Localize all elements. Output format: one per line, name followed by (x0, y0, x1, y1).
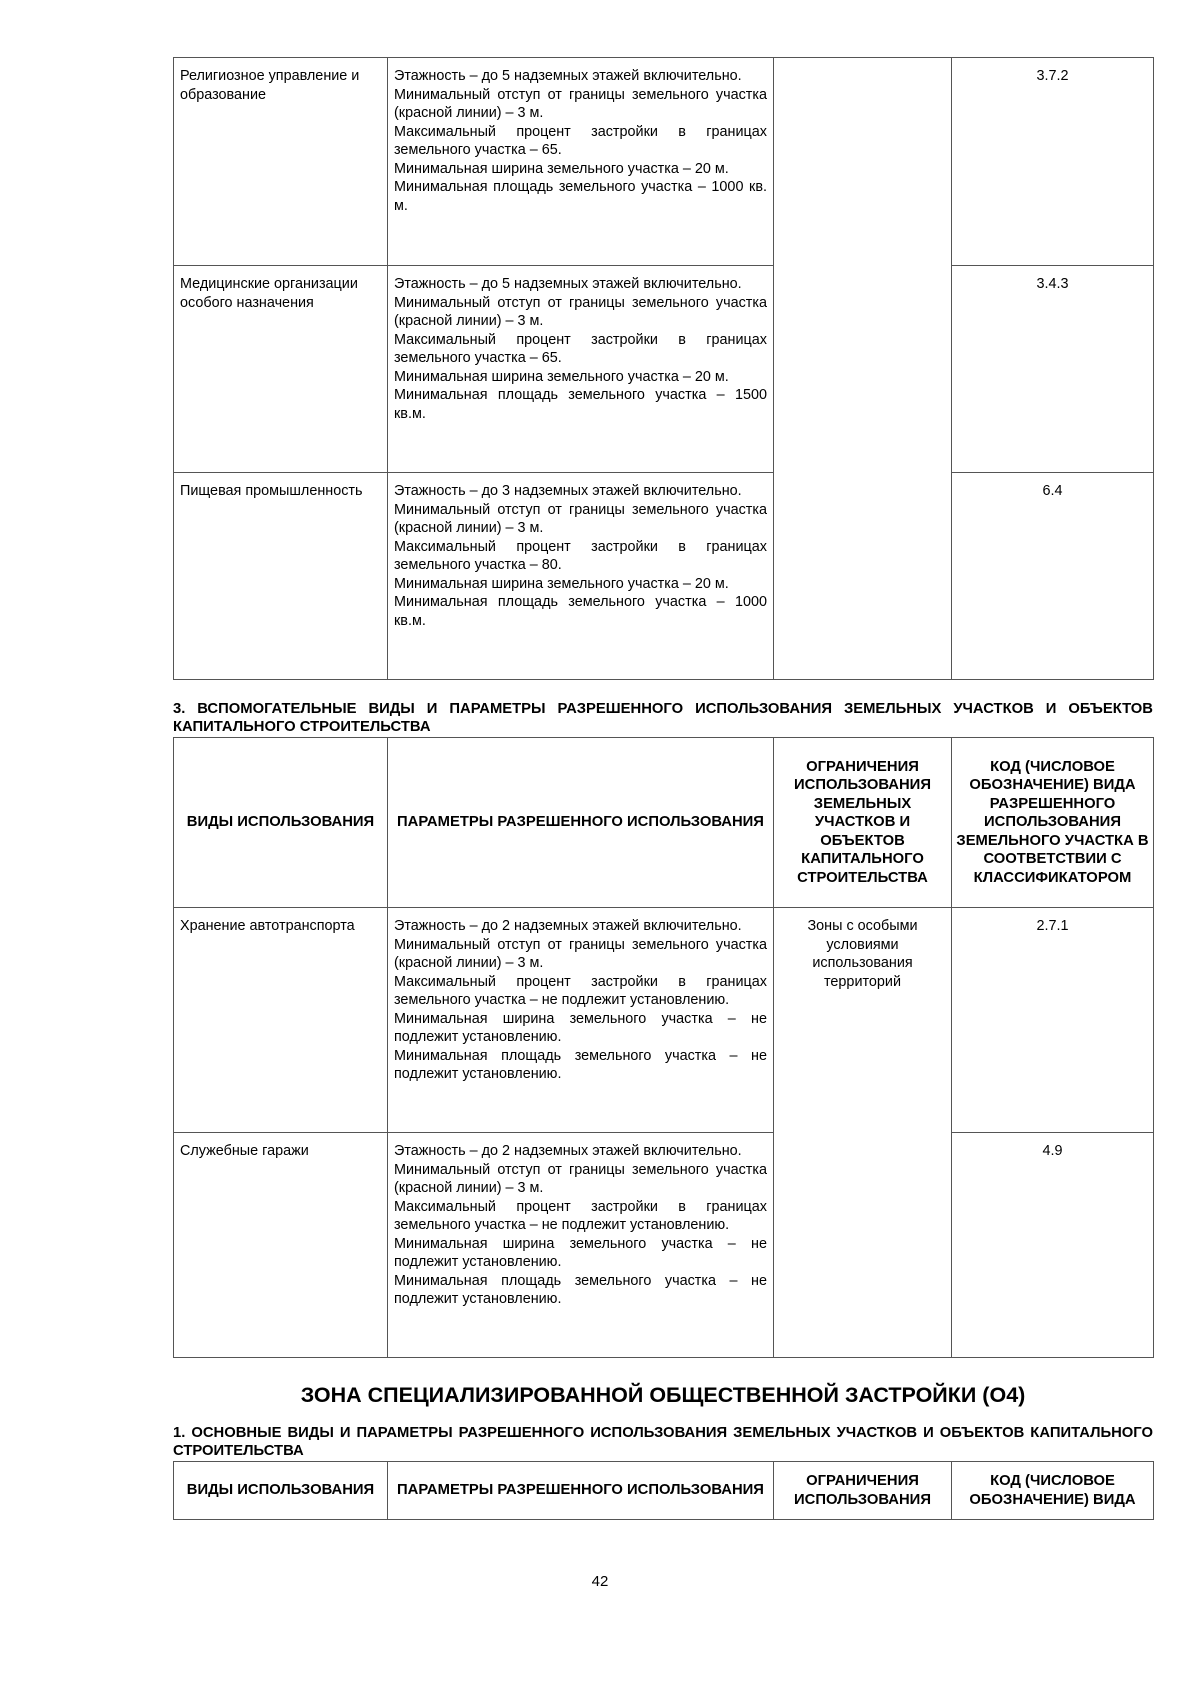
header-restrictions: ОГРАНИЧЕНИЯ ИСПОЛЬЗОВАНИЯ ЗЕМЕЛЬНЫХ УЧАСТКОВ И ОБЪЕКТОВ КАПИТАЛЬНОГО СТРОИТЕЛЬСТВА (774, 738, 952, 908)
table-header-row (174, 1462, 1154, 1520)
params-cell: Этажность – до 5 надземных этажей включительно. Минимальный отступ от границы земельного участка (красной линии) – 3 м. Максимальный процент застройки в границах земельного участка – 65. Минимальная ширина земельного участка – 20 м. Минимальная площадь земельного участка – 1000 кв. м. (388, 58, 774, 266)
code-cell: 3.7.2 (952, 58, 1154, 266)
params-cell: Этажность – до 2 надземных этажей включительно. Минимальный отступ от границы земельного участка (красной линии) – 3 м. Максимальный процент застройки в границах земельного участка – не подлежит установлению. Минимальная ширина земельного участка – не подлежит установлению. Минимальная площадь земельного участка – не подлежит установлению. (388, 1133, 774, 1358)
table-row (174, 266, 1154, 473)
page-number: 42 (591, 1573, 609, 1590)
params-cell: Этажность – до 5 надземных этажей включительно. Минимальный отступ от границы земельного участка (красной линии) – 3 м. Максимальный процент застройки в границах земельного участка – 65. Минимальная ширина земельного участка – 20 м. Минимальная площадь земельного участка – 1500 кв.м. (388, 266, 774, 473)
auxiliary-uses-table (173, 737, 1154, 1358)
table-row (174, 1133, 1154, 1358)
use-type-cell: Медицинские организации особого назначения (174, 266, 388, 473)
table-header-row (174, 738, 1154, 908)
code-cell: 2.7.1 (952, 908, 1154, 1133)
header-params: ПАРАМЕТРЫ РАЗРЕШЕННОГО ИСПОЛЬЗОВАНИЯ (388, 1462, 774, 1520)
use-type-cell: Религиозное управление и образование (174, 58, 388, 266)
header-use: ВИДЫ ИСПОЛЬЗОВАНИЯ (174, 1462, 388, 1520)
params-cell: Этажность – до 2 надземных этажей включительно. Минимальный отступ от границы земельного участка (красной линии) – 3 м. Максимальный процент застройки в границах земельного участка – не подлежит установлению. Минимальная ширина земельного участка – не подлежит установлению. Минимальная площадь земельного участка – не подлежит установлению. (388, 908, 774, 1133)
params-cell: Этажность – до 3 надземных этажей включительно. Минимальный отступ от границы земельного участка (красной линии) – 3 м. Максимальный процент застройки в границах земельного участка – 80. Минимальная ширина земельного участка – 20 м. Минимальная площадь земельного участка – 1000 кв.м. (388, 473, 774, 680)
main-uses-table (173, 1461, 1154, 1520)
section-1-heading: 1. ОСНОВНЫЕ ВИДЫ И ПАРАМЕТРЫ РАЗРЕШЕННОГО ИСПОЛЬЗОВАНИЯ ЗЕМЕЛЬНЫХ УЧАСТКОВ И ОБЪЕКТОВ КАПИТАЛЬНОГО СТРОИТЕЛЬСТВА (173, 1425, 1153, 1459)
table-row (174, 473, 1154, 680)
restrictions-cell: Зоны с особыми условиями использования территорий (774, 908, 952, 1358)
use-type-cell: Пищевая промышленность (174, 473, 388, 680)
zone-title: ЗОНА СПЕЦИАЛИЗИРОВАННОЙ ОБЩЕСТВЕННОЙ ЗАСТРОЙКИ (О4) (300, 1383, 1026, 1407)
section-3-heading: 3. ВСПОМОГАТЕЛЬНЫЕ ВИДЫ И ПАРАМЕТРЫ РАЗРЕШЕННОГО ИСПОЛЬЗОВАНИЯ ЗЕМЕЛЬНЫХ УЧАСТКОВ И ОБЪЕКТОВ КАПИТАЛЬНОГО СТРОИТЕЛЬСТВА (173, 701, 1153, 735)
use-type-cell: Служебные гаражи (174, 1133, 388, 1358)
code-cell: 6.4 (952, 473, 1154, 680)
code-cell: 4.9 (952, 1133, 1154, 1358)
code-cell: 3.4.3 (952, 266, 1154, 473)
table-row (174, 908, 1154, 1133)
restrictions-cell (774, 58, 952, 680)
header-code: КОД (ЧИСЛОВОЕ ОБОЗНАЧЕНИЕ) ВИДА (952, 1462, 1154, 1520)
table-row (174, 58, 1154, 266)
use-type-cell: Хранение автотранспорта (174, 908, 388, 1133)
header-restrictions: ОГРАНИЧЕНИЯ ИСПОЛЬЗОВАНИЯ (774, 1462, 952, 1520)
header-params: ПАРАМЕТРЫ РАЗРЕШЕННОГО ИСПОЛЬЗОВАНИЯ (388, 738, 774, 908)
continuation-table (173, 57, 1154, 680)
header-code: КОД (ЧИСЛОВОЕ ОБОЗНАЧЕНИЕ) ВИДА РАЗРЕШЕННОГО ИСПОЛЬЗОВАНИЯ ЗЕМЕЛЬНОГО УЧАСТКА В СООТВЕТСТВИИ С КЛАССИФИКАТОРОМ (952, 738, 1154, 908)
header-use: ВИДЫ ИСПОЛЬЗОВАНИЯ (174, 738, 388, 908)
